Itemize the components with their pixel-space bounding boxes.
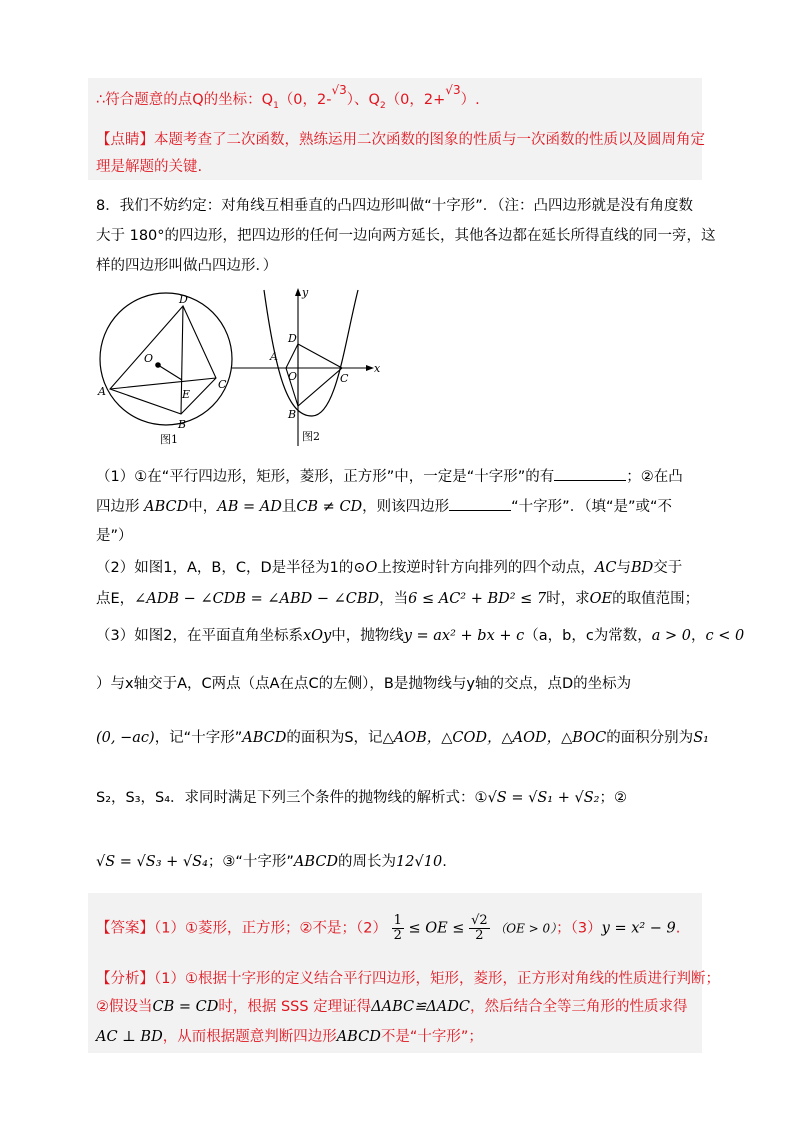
fig2-caption: 图2 <box>302 430 320 443</box>
fig2-label-x: x <box>374 362 381 375</box>
fig1-label-B: B <box>178 418 187 431</box>
prev-conclusion: ∴符合题意的点Q的坐标：$Q_1(0$，2-$^{√3}$）、$Q_2(0$，2+$^{√3}$）. <box>96 83 480 111</box>
analysis-line3: AC ⊥ BD，从而根据题意判断四边形ABCD不是“十字形”； <box>96 1029 483 1045</box>
fig2-label-D: D <box>288 332 297 345</box>
figure-1-circle-diagram <box>92 288 242 453</box>
problem-8-line3: 样的四边形叫做凸四边形．） <box>96 258 278 274</box>
figure-2-parabola-diagram <box>232 286 392 451</box>
fig2-label-O: O <box>288 370 298 383</box>
q3-line1: （3）如图2，在平面直角坐标系xOy中，抛物线y = ax² + bx + c（a，b，c为常数，a > 0，c < 0 <box>96 628 745 644</box>
fraction-one-half: $\frac{1}{2}$ <box>393 913 402 943</box>
analysis-line1: 【分析】（1）①根据十字形的定义结合平行四边形，矩形，菱形，正方形对角线的性质进行判断； <box>96 971 720 987</box>
q1-blank-1[interactable] <box>554 466 626 481</box>
q2-line1: （2）如图1，A，B，C，D是半径为1的⊙O上按逆时针方向排列的四个动点，AC与BD交于 <box>96 560 683 576</box>
q3-line2: ）与x轴交于A，C两点（点A在点C的左侧），B是抛物线与y轴的交点，点D的坐标为 <box>96 676 632 692</box>
fig1-label-O: O <box>144 352 154 365</box>
problem-8-line2: 大于 180°的四边形，把四边形的任何一边向两方延长，其他各边都在延长所得直线的同一旁，这 <box>96 228 716 244</box>
q1-line3: 是”） <box>96 528 133 544</box>
prev-comment-line2: 理是解题的关键. <box>96 159 203 175</box>
q2-line2: 点E，∠ADB − ∠CDB = ∠ABD − ∠CBD，当6 ≤ AC² + BD² ≤ 7时，求OE的取值范围； <box>96 591 700 607</box>
q1-blank-2[interactable] <box>449 496 511 511</box>
problem-8-line1: 8．我们不妨约定：对角线互相垂直的凸四边形叫做“十字形”．（注：凸四边形就是没有角度数 <box>96 198 693 214</box>
fig2-label-A: A <box>270 350 278 363</box>
q3-line5: √S = √S₃ + √S₄；③“十字形”ABCD的周长为12√10. <box>96 854 447 870</box>
fig1-caption: 图1 <box>160 433 178 446</box>
fraction-sqrt2-over-2: $\frac{√2}{2}$ <box>471 913 488 943</box>
fig2-label-y: y <box>302 286 309 299</box>
q1-line2: 四边形 ABCD中，AB = AD且CB ≠ CD，则该四边形 “十字形”．（填“是”或“不 <box>96 496 672 517</box>
analysis-line2: ②假设当CB = CD时，根据 SSS 定理证得ΔABC≌ΔADC，然后结合全等三角形的性质求得 <box>96 999 688 1015</box>
q1-line1: （1）①在“平行四边形，矩形，菱形，正方形”中，一定是“十字形”的有 ；②在凸 <box>96 466 683 487</box>
answer-line: 【答案】（1）①菱形，正方形；②不是；（2） $\frac{1}{2}$ ≤ OE ≤ $\frac{√2}{2}$ （OE > 0）；（3）y = x² − 9. <box>96 913 681 943</box>
q3-line4: S₂，S₃，S₄．求同时满足下列三个条件的抛物线的解析式：①√S = √S₁ + √S₂；② <box>96 790 627 806</box>
fig1-label-C: C <box>218 378 227 391</box>
fig2-label-C: C <box>340 372 349 385</box>
fig1-label-D: D <box>179 293 188 306</box>
fig2-label-B: B <box>288 408 297 421</box>
fig1-label-A: A <box>98 385 106 398</box>
fig1-label-E: E <box>182 388 191 401</box>
prev-comment-line1: 【点睛】本题考查了二次函数，熟练运用二次函数的图象的性质与一次函数的性质以及圆周角定 <box>96 132 705 148</box>
q3-line3: (0, −ac)，记“十字形”ABCD的面积为S，记△AOB，△COD，△AOD，△BOC的面积分别为S₁ <box>96 730 709 746</box>
